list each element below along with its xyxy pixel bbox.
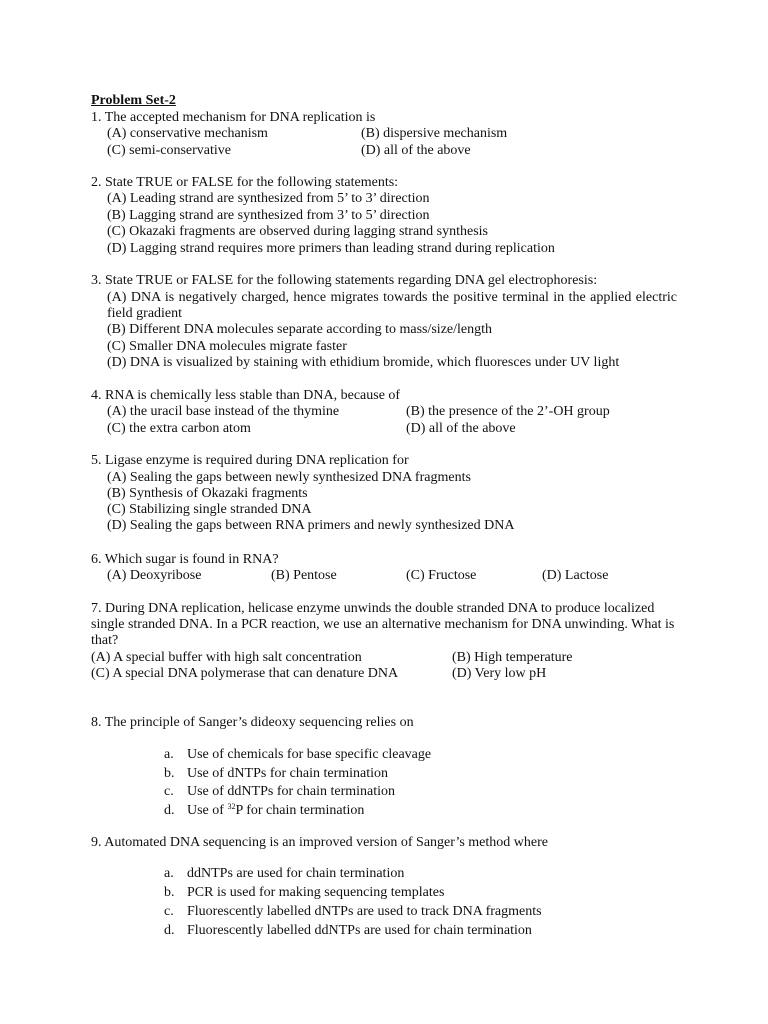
question-7-option-c: (C) A special DNA polymerase that can denature DNA [91,666,399,681]
question-5-option-c: (C) Stabilizing single stranded DNA [107,502,312,517]
question-4-stem: 4. RNA is chemically less stable than DNA, because of [91,388,401,403]
question-8-stem: 8. The principle of Sanger’s dideoxy sequencing relies on [91,715,414,730]
question-3-option-b: (B) Different DNA molecules separate according to mass/size/length [107,322,493,337]
question-2-option-a: (A) Leading strand are synthesized from 5’ to 3’ direction [107,191,430,206]
question-9-stem: 9. Automated DNA sequencing is an improved version of Sanger’s method where [91,835,548,850]
question-7-option-d: (D) Very low pH [452,666,547,681]
question-2-option-b: (B) Lagging strand are synthesized from 3’ to 5’ direction [107,208,430,223]
question-7-stem-line-3: that? [91,633,119,648]
question-8-option-a: Use of chemicals for base specific cleavage [187,747,432,762]
question-3-option-a: (A) DNA is negatively charged, hence migrates towards the positive terminal in the applied electric [107,290,677,305]
question-7-option-b: (B) High temperature [452,650,573,665]
question-9-option-d: Fluorescently labelled ddNTPs are used for chain termination [187,923,532,938]
question-9-option-b: PCR is used for making sequencing templates [187,885,445,900]
question-5-option-a: (A) Sealing the gaps between newly synthesized DNA fragments [107,470,471,485]
question-4-option-c: (C) the extra carbon atom [107,421,251,436]
isotope-superscript: 32 [227,802,236,811]
page-title: Problem Set-2 [91,93,176,108]
question-7-stem-line-2: single stranded DNA. In a PCR reaction, we use an alternative mechanism for DNA unwinding. What is [91,617,675,632]
question-4-option-d: (D) all of the above [406,421,516,436]
question-3-option-d: (D) DNA is visualized by staining with ethidium bromide, which fluoresces under UV light [107,355,620,370]
question-6-option-a: (A) Deoxyribose [107,568,202,583]
question-3-option-c: (C) Smaller DNA molecules migrate faster [107,339,347,354]
question-1-option-b: (B) dispersive mechanism [361,126,508,141]
question-9-option-marker: c. [164,904,174,919]
question-9-option-marker: b. [164,885,175,900]
question-9-option-c: Fluorescently labelled dNTPs are used to track DNA fragments [187,904,542,919]
question-1-option-a: (A) conservative mechanism [107,126,268,141]
question-7-option-a: (A) A special buffer with high salt concentration [91,650,362,665]
question-2-stem: 2. State TRUE or FALSE for the following statements: [91,175,399,190]
question-8-option-marker: a. [164,747,174,762]
question-9-option-marker: d. [164,923,175,938]
question-8-option-marker: b. [164,766,175,781]
question-8-option-c: Use of ddNTPs for chain termination [187,784,396,799]
question-1-option-d: (D) all of the above [361,143,471,158]
question-2-option-c: (C) Okazaki fragments are observed during lagging strand synthesis [107,224,489,239]
question-6-option-b: (B) Pentose [271,568,337,583]
question-6-option-c: (C) Fructose [406,568,477,583]
question-6-stem: 6. Which sugar is found in RNA? [91,552,279,567]
question-4-option-a: (A) the uracil base instead of the thymine [107,404,340,419]
question-3-stem: 3. State TRUE or FALSE for the following statements regarding DNA gel electrophoresis: [91,273,598,288]
question-9-option-a: ddNTPs are used for chain termination [187,866,405,881]
question-8-option-marker: c. [164,784,174,799]
question-4-option-b: (B) the presence of the 2’-OH group [406,404,610,419]
question-7-stem-line-1: 7. During DNA replication, helicase enzyme unwinds the double stranded DNA to produce localized [91,601,655,616]
question-1-stem: 1. The accepted mechanism for DNA replication is [91,110,376,125]
question-3-option-a-continued: field gradient [107,306,183,321]
question-1-option-c: (C) semi-conservative [107,143,232,158]
question-5-option-b: (B) Synthesis of Okazaki fragments [107,486,308,501]
question-2-option-d: (D) Lagging strand requires more primers than leading strand during replication [107,241,555,256]
question-5-option-d: (D) Sealing the gaps between RNA primers and newly synthesized DNA [107,518,515,533]
question-8-option-d: Use of $^{32}$P for chain termination [187,802,365,818]
question-9-option-marker: a. [164,866,174,881]
question-5-stem: 5. Ligase enzyme is required during DNA replication for [91,453,409,468]
question-8-option-b: Use of dNTPs for chain termination [187,766,389,781]
question-8-option-marker: d. [164,803,175,818]
question-6-option-d: (D) Lactose [542,568,609,583]
